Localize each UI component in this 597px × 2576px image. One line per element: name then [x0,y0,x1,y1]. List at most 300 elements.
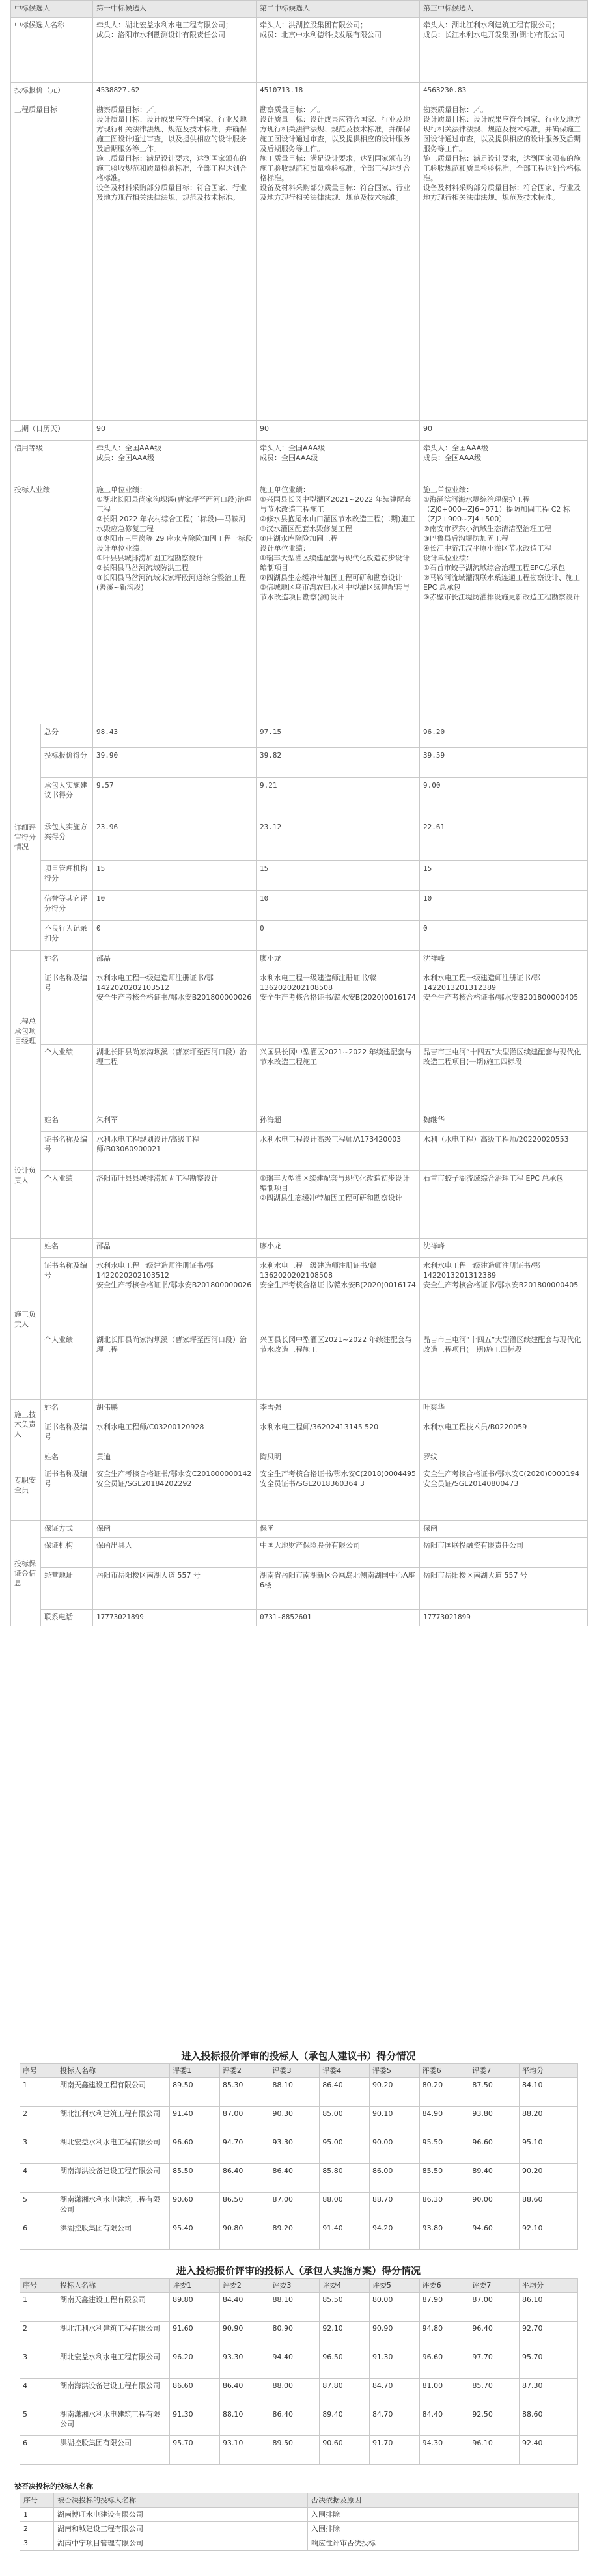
designer-perf-3: 石首市蛟子湖流域综合治理工程 EPC 总承包 [420,1171,588,1239]
col-header: 评委2 [219,2064,270,2078]
cell: 86.60 [170,2379,220,2407]
cell: 6 [20,2436,57,2465]
score1-title: 进入投标报价评审的投标人（承包人建议书）得分情况 [181,2050,416,2062]
designer-cert-2: 水利水电工程设计高级工程师/A173420003 [257,1132,420,1171]
col-header: 序号 [20,2064,57,2078]
score-value: 23.12 [257,819,420,861]
safety-name-1: 黄迪 [93,1449,257,1466]
cell: 84.70 [369,2407,419,2436]
safety-cert-2: 安全生产考核合格证书/鄂水安C(2018)0004495 安全员证书/SGL2018360364 3 [257,1466,420,1521]
period-2: 90 [257,421,420,441]
tech-name-3: 叶爽华 [420,1400,588,1419]
cell: 85.30 [219,2078,270,2107]
tech-cert-label: 证书名称及编号 [41,1419,93,1449]
construct-perf-1: 湖北长阳县尚家沟坝溪（曹家坪至西河口段）治理工程 [93,1332,257,1400]
construct-name-1: 邵晶 [93,1239,257,1258]
cell: 96.10 [469,2436,520,2465]
cell: 湖南天鑫建设工程有限公司 [57,2293,169,2322]
score-value: 97.15 [257,724,420,748]
cell: 84.40 [419,2407,469,2436]
safety-group-label: 专职安全员 [11,1449,41,1521]
cell: 90.20 [369,2078,419,2107]
header-third: 第三中标候选人 [420,1,588,18]
designer-perf-2: ①瑞丰大型灌区续建配套与现代化改造初步设计编制项目 ②四湖县生态缓冲带加固工程可研和勘察设计 [257,1171,420,1239]
cell: 湖南和城建设工程有限公司 [54,2522,308,2536]
cell: 92.40 [520,2436,578,2465]
candidate-name-1: 牵头人：湖北宏益水利水电工程有限公司； 成员：洛阳市水利勘测设计有限责任公司 [93,18,257,83]
cell: 89.50 [270,2436,320,2465]
cell: 91.40 [320,2221,370,2250]
cell: 93.80 [469,2107,520,2135]
cell: 湖南博旺水电建设有限公司 [54,2508,308,2522]
cell: 89.40 [469,2164,520,2193]
bond-type-3: 保函 [420,1521,588,1538]
cell: 湖北宏益水利水电工程有限公司 [57,2350,169,2379]
cell: 91.70 [369,2436,419,2465]
cell: 86.30 [419,2193,469,2221]
cell: 87.00 [270,2193,320,2221]
score1-table [20,2063,578,2250]
table-row [20,2508,579,2522]
cell: 湖北宏益水利水电工程有限公司 [57,2135,169,2164]
designer-perf-1: 洛阳市叶县县城排涝加固工程勘察设计 [93,1171,257,1239]
cell: 85.00 [320,2107,370,2135]
score2-title: 进入投标报价评审的投标人（承包人实施方案）得分情况 [176,2265,421,2277]
col-header: 评委3 [270,2064,320,2078]
table-row [20,2078,578,2107]
col-header: 评委2 [219,2279,270,2293]
score-value: 9.57 [93,778,257,819]
cell: 88.00 [270,2379,320,2407]
score-value: 22.61 [420,819,588,861]
designer-name-3: 魏继华 [420,1112,588,1132]
perf-3: 施工单位业绩： ①海涌滨河海水堤综治理保护工程（ZJ0+000~ZJ6+071）提防加固工程 C2 标（ZJ2+900~ZJ4+500） ②南安市罗东小流域生态清洁型治理工程 ③巴鲁县后沟堤防加固工程 ④长江中游江汉平原小灌区节水改造工程 设计单位业绩： ①石首市蛟子湖流域综合治理工程EPC总承包 ②马鞍河流域灌溉联水系连通工程勘察设计、施工 EPC 总承包 ③赤壁市长江堤防灌排设施更新改造工程勘察设计 [420,482,588,724]
cell: 90.00 [469,2193,520,2221]
cell: 90.60 [170,2193,220,2221]
table-row [20,2164,578,2193]
score-value: 23.96 [93,819,257,861]
score-value: 9.00 [420,778,588,819]
cell: 85.50 [419,2164,469,2193]
col-header: 平均分 [520,2064,578,2078]
construct-perf-3: 晶吉市三屯河“十四五”大型灌区续建配套与现代化改造工程项目(一期)施工四标段 [420,1332,588,1400]
header-label: 中标候选人 [11,1,93,18]
col-header: 平均分 [520,2279,578,2293]
cell: 96.20 [170,2350,220,2379]
table-row [20,2221,578,2250]
pm-name-1: 邵晶 [93,951,257,970]
cell: 90.80 [219,2221,270,2250]
cell: 2 [20,2107,57,2135]
table-row [20,2436,578,2465]
cell: 84.70 [369,2379,419,2407]
cell: 88.70 [369,2193,419,2221]
period-3: 90 [420,421,588,441]
cell: 80.00 [369,2293,419,2322]
perf-label: 投标人业绩 [11,482,93,724]
cell: 90.00 [369,2135,419,2164]
score-value: 15 [420,861,588,891]
col-header: 评委1 [170,2064,220,2078]
tech-name-1: 胡伟鹏 [93,1400,257,1419]
cell: 入围排除 [308,2508,579,2522]
bond-org-3: 岳阳市国联投融资有限责任公司 [420,1538,588,1568]
cell: 93.30 [270,2135,320,2164]
designer-cert-1: 水利水电工程规划设计/高级工程师/B03060900021 [93,1132,257,1171]
designer-cert-label: 证书名称及编号 [41,1132,93,1171]
score-label: 总分 [41,724,93,748]
price-3: 4563230.83 [420,83,588,102]
credit-1: 牵头人：全国AAA级 成员：全国AAA级 [93,441,257,482]
score-label: 信誉等其它评分得分 [41,891,93,921]
credit-2: 牵头人：全国AAA级 成员：全国AAA级 [257,441,420,482]
quality-1: 勘察质量目标：／。 设计质量目标：设计成果应符合国家、行业及地方现行相关法律法规、规范及技术标准，并确保施工图设计通过审查，以及提供相应的设计服务及后期服务等工作。 施工质量目标：满足设计要求，达到国家颁布的施工验收规范和质量检验标准，全部工程达到合格标准。 设备及材料采购部分质量目标：符合国家、行业及地方现行相关法律法规、规范及技术标准。 [93,102,257,421]
pm-group-label: 工程总承包项目经理 [11,951,41,1112]
cell: 87.30 [520,2379,578,2407]
cell: 85.70 [469,2379,520,2407]
safety-name-2: 陶凤明 [257,1449,420,1466]
cell: 87.80 [320,2379,370,2407]
cell: 91.30 [369,2350,419,2379]
designer-name-1: 朱利军 [93,1112,257,1132]
cell: 85.50 [170,2164,220,2193]
bond-type-2: 保函 [257,1521,420,1538]
score-value: 15 [93,861,257,891]
cell: 81.00 [419,2379,469,2407]
pm-cert-1: 水利水电工程一级建造师注册证书/鄂1422020202103512 安全生产考核合格证书/鄂水安B201800000026 [93,970,257,1045]
period-label: 工期（日历天） [11,421,93,441]
score-value: 0 [257,921,420,951]
safety-cert-3: 安全生产考核合格证书/鄂水安C(2020)0000194 安全员证/SGL20140800473 [420,1466,588,1521]
rejected-title: 被否决投标的投标人名称 [14,2482,93,2491]
score-label: 项目管理机构得分 [41,861,93,891]
cell: 92.70 [520,2322,578,2350]
cell: 87.00 [469,2293,520,2322]
table-row [20,2293,578,2322]
tech-cert-2: 水利水电工程师/36202413145 520 [257,1419,420,1449]
bond-addr-label: 经营地址 [41,1568,93,1610]
cell: 88.60 [520,2193,578,2221]
table-row [20,2135,578,2164]
score-value: 10 [420,891,588,921]
cell: 92.10 [520,2221,578,2250]
tech-name-label: 姓名 [41,1400,93,1419]
cell: 86.40 [219,2379,270,2407]
table-row [20,2322,578,2350]
construct-name-2: 廖小龙 [257,1239,420,1258]
price-1: 4538827.62 [93,83,257,102]
cell: 3 [20,2135,57,2164]
score-value: 39.82 [257,748,420,778]
construct-name-label: 姓名 [41,1239,93,1258]
table-row [20,2350,578,2379]
construct-perf-2: 兴国县长冈中型灌区2021~2022 年续建配套与节水改造工程施工 [257,1332,420,1400]
bond-type-label: 保证方式 [41,1521,93,1538]
perf-2: 施工单位业绩： ①兴国县长冈中型灌区2021~2022 年续建配套与节水改造工程施工 ②修水县抱尾水山口灌区节水改造工程(二期)施工 ③汉水灌区配套水毁修复工程 ④庄湖水库除险加固工程 设计单位业绩： ①瑞丰大型灌区续建配套与现代化改造初步设计编制项目 ②四湖县生态缓冲带加固工程可研和勘察设计 ③信城地区乌市湾农田水利中型灌区续建配套与节水改造项目勘察(测)设计 [257,482,420,724]
bond-type-1: 保函 [93,1521,257,1538]
table-row [20,2522,579,2536]
col-header: 评委3 [270,2279,320,2293]
cell: 95.40 [170,2221,220,2250]
cell: 88.10 [270,2293,320,2322]
cell: 入围排除 [308,2522,579,2536]
col-header: 评委7 [469,2064,520,2078]
pm-perf-1: 湖北长阳县尚家沟坝溪（曹家坪至西河口段）治理工程 [93,1045,257,1112]
cell: 84.40 [219,2293,270,2322]
cell: 3 [20,2350,57,2379]
perf-1: 施工单位业绩： ①湖北长阳县尚家沟坝溪(曹家坪至西河口段)治理工程 ②长阳 2022 年农村综合工程(二标段)—马鞍河水毁应急修复工程 ③枣阳市三里岗等 29 座水库除险加固工程一标段 设计单位业绩： ①叶县县城排涝加固工程勘察设计 ②长阳县马岔河流域防洪工程 ③长阳县马岔河流域宋家坪段河道综合整治工程(善溪~新沟段) [93,482,257,724]
cell: 92.50 [469,2407,520,2436]
bond-group-label: 投标保证金信息 [11,1521,41,1626]
construct-cert-3: 水利水电工程一级建造师注册证书/鄂1422013201312389 安全生产考核合格证书/鄂水安B201800000405 [420,1258,588,1332]
bond-tel-2: 0731-8852601 [257,1610,420,1626]
cell: 4 [20,2164,57,2193]
cell: 91.30 [170,2407,220,2436]
cell: 96.60 [469,2135,520,2164]
table-row [20,2193,578,2221]
pm-name-3: 沈祥峰 [420,951,588,970]
score2-table [20,2278,578,2465]
cell: 86.40 [270,2164,320,2193]
cell: 湖南海洪设备建设工程有限公司 [57,2164,169,2193]
col-header: 评委6 [419,2064,469,2078]
header-first: 第一中标候选人 [93,1,257,18]
pm-cert-3: 水利水电工程一级建造师注册证书/鄂1422013201312389 安全生产考核合格证书/鄂水安B201800000405 [420,970,588,1045]
construct-name-3: 沈祥峰 [420,1239,588,1258]
cell: 86.10 [520,2293,578,2322]
construct-cert-1: 水利水电工程一级建造师注册证书/鄂1422020202103512 安全生产考核合格证书/鄂水安B201800000026 [93,1258,257,1332]
col-header: 序号 [20,2493,54,2508]
cell: 91.40 [170,2107,220,2135]
cell: 86.40 [219,2164,270,2193]
score-value: 98.43 [93,724,257,748]
credit-3: 牵头人：全国AAA级 成员：全国AAA级 [420,441,588,482]
rejected-table [20,2493,579,2551]
score-value: 96.20 [420,724,588,748]
price-2: 4510713.18 [257,83,420,102]
col-header: 评委5 [369,2279,419,2293]
cell: 85.50 [320,2293,370,2322]
cell: 86.50 [219,2193,270,2221]
score-value: 9.21 [257,778,420,819]
cell: 86.00 [369,2164,419,2193]
cell: 湖北江利水利建筑工程有限公司 [57,2322,169,2350]
candidate-name-2: 牵头人：洪湖控股集团有限公司； 成员：北京中水利德科技发展有限公司 [257,18,420,83]
pm-perf-3: 晶吉市三屯河“十四五”大型灌区续建配套与现代化改造工程项目(一期)施工四标段 [420,1045,588,1112]
bond-tel-1: 17773021899 [93,1610,257,1626]
bond-addr-3: 岳阳市岳阳楼区南湖大道 557 号 [420,1568,588,1610]
cell: 90.90 [369,2322,419,2350]
tech-group-label: 施工技术负责人 [11,1400,41,1449]
col-header: 评委6 [419,2279,469,2293]
cell: 86.40 [320,2078,370,2107]
cell: 湖南潇湘水利水电建筑工程有限公司 [57,2407,169,2436]
cell: 89.20 [270,2221,320,2250]
table-row [20,2407,578,2436]
score-value: 10 [257,891,420,921]
designer-name-2: 孙海超 [257,1112,420,1132]
pm-name-label: 姓名 [41,951,93,970]
cell: 湖北江利水利建筑工程有限公司 [57,2107,169,2135]
col-header: 否决依据及原因 [308,2493,579,2508]
cell: 1 [20,2508,54,2522]
cell: 93.80 [419,2221,469,2250]
cell: 95.10 [520,2135,578,2164]
safety-name-label: 姓名 [41,1449,93,1466]
designer-cert-3: 水利（水电工程）高级工程师/20220020553 [420,1132,588,1171]
cell: 1 [20,2293,57,2322]
construct-perf-label: 个人业绩 [41,1332,93,1400]
credit-label: 信用等级 [11,441,93,482]
cell: 响应性评审否决投标 [308,2536,579,2551]
quality-label: 工程质量目标 [11,102,93,421]
safety-name-3: 罗纹 [420,1449,588,1466]
cell: 95.70 [520,2350,578,2379]
bond-org-label: 保证机构 [41,1538,93,1568]
cell: 94.20 [369,2221,419,2250]
cell: 87.50 [469,2078,520,2107]
bond-tel-label: 联系电话 [41,1610,93,1626]
cell: 湖南海洪设备建设工程有限公司 [57,2379,169,2407]
candidate-name-3: 牵头人：湖北江利水利建筑工程有限公司； 成员：长江水利水电开发集团(湖北)有限公司 [420,18,588,83]
col-header: 评委1 [170,2279,220,2293]
cell: 2 [20,2322,57,2350]
cell: 2 [20,2522,54,2536]
safety-cert-1: 安全生产考核合格证书/鄂水安C201800000142 安全员证/SGL20184202292 [93,1466,257,1521]
cell: 87.90 [419,2293,469,2322]
cell: 95.50 [419,2135,469,2164]
bond-addr-2: 湖南省岳阳市南湖新区金凰岛北侧南湖国中心A座6楼 [257,1568,420,1610]
cell: 4 [20,2379,57,2407]
tech-name-2: 李雪强 [257,1400,420,1419]
quality-2: 勘察质量目标：／。 设计质量目标：设计成果应符合国家、行业及地方现行相关法律法规、规范及技术标准，并确保施工图设计通过审查，以及提供相应的设计服务及后期服务等工作。 施工质量目标：满足设计要求，达到国家颁布的施工验收规范和质量检验标准，全部工程达到合格标准。 设备及材料采购部分质量目标：符合国家、行业及地方现行相关法律法规、规范及技术标准。 [257,102,420,421]
col-header: 评委4 [320,2064,370,2078]
cell: 89.50 [170,2078,220,2107]
bond-org-2: 中国大地财产保险股份有限公司 [257,1538,420,1568]
cell: 90.10 [369,2107,419,2135]
cell: 84.90 [419,2107,469,2135]
tech-cert-3: 水利水电工程技术员/B0220059 [420,1419,588,1449]
score-value: 10 [93,891,257,921]
cell: 90.30 [270,2107,320,2135]
table-row [20,2107,578,2135]
cell: 95.00 [320,2135,370,2164]
col-header: 评委5 [369,2064,419,2078]
score-value: 0 [93,921,257,951]
cell: 94.70 [219,2135,270,2164]
table-row [20,2379,578,2407]
header-second: 第二中标候选人 [257,1,420,18]
construct-group-label: 施工负责人 [11,1239,41,1400]
col-header: 序号 [20,2279,57,2293]
quality-3: 勘察质量目标：／。 设计质量目标：设计成果应符合国家、行业及地方现行相关法律法规、规范及技术标准，并确保施工图设计通过审查，以及提供相应的设计服务及后期服务等工作。 施工质量目标：满足设计要求，达到国家颁布的施工验收规范和质量检验标准，全部工程达到合格标准。 设备及材料采购部分质量目标：符合国家、行业及地方现行相关法律法规、规范及技术标准。 [420,102,588,421]
col-header: 评委4 [320,2279,370,2293]
score-label: 承包人实施建议书得分 [41,778,93,819]
score-value: 39.90 [93,748,257,778]
pm-cert-label: 证书名称及编号 [41,970,93,1045]
cell: 96.60 [170,2135,220,2164]
cell: 91.60 [170,2322,220,2350]
cell: 湖南中宁项目管理有限公司 [54,2536,308,2551]
cell: 90.60 [320,2436,370,2465]
cell: 93.30 [219,2350,270,2379]
cell: 97.70 [469,2350,520,2379]
cell: 96.60 [419,2350,469,2379]
cell: 94.40 [270,2350,320,2379]
designer-perf-label: 个人业绩 [41,1171,93,1239]
cell: 86.40 [270,2407,320,2436]
construct-cert-2: 水利水电工程一级建造师注册证书/赣1362020202108508 安全生产考核合格证书/赣水安B(2020)0016174 [257,1258,420,1332]
table-row [20,2536,579,2551]
score-label: 不良行为记录扣分 [41,921,93,951]
cell: 5 [20,2407,57,2436]
period-1: 90 [93,421,257,441]
cell: 87.00 [219,2107,270,2135]
score-value: 39.59 [420,748,588,778]
score-value: 15 [257,861,420,891]
col-header: 投标人名称 [57,2064,169,2078]
col-header: 评委7 [469,2279,520,2293]
pm-cert-2: 水利水电工程一级建造师注册证书/赣1362020202108508 安全生产考核合格证书/赣水安B(2020)0016174 [257,970,420,1045]
cell: 88.00 [320,2193,370,2221]
bond-org-1: 保函出具人 [93,1538,257,1568]
cell: 96.40 [469,2322,520,2350]
price-label: 投标报价（元） [11,83,93,102]
tech-cert-1: 水利水电工程师/C03200120928 [93,1419,257,1449]
candidate-table [10,0,588,1626]
cell: 89.40 [320,2407,370,2436]
cell: 94.60 [469,2221,520,2250]
cell: 88.20 [520,2107,578,2135]
safety-cert-label: 证书名称及编号 [41,1466,93,1521]
score-label: 投标报价得分 [41,748,93,778]
cell: 洪湖控股集团有限公司 [57,2436,169,2465]
cell: 88.10 [219,2407,270,2436]
cell: 93.10 [219,2436,270,2465]
cell: 94.80 [419,2322,469,2350]
cell: 洪湖控股集团有限公司 [57,2221,169,2250]
designer-name-label: 姓名 [41,1112,93,1132]
cell: 5 [20,2193,57,2221]
cell: 84.10 [520,2078,578,2107]
cell: 88.60 [520,2407,578,2436]
designer-group-label: 设计负责人 [11,1112,41,1239]
cell: 90.90 [219,2322,270,2350]
col-header: 被否决投标的投标人名称 [54,2493,308,2508]
construct-cert-label: 证书名称及编号 [41,1258,93,1332]
pm-perf-2: 兴国县长冈中型灌区2021~2022 年续建配套与节水改造工程施工 [257,1045,420,1112]
bond-tel-3: 17773021899 [420,1610,588,1626]
cell: 3 [20,2536,54,2551]
name-label: 中标候选人名称 [11,18,93,83]
cell: 湖南潇湘水利水电建筑工程有限公司 [57,2193,169,2221]
score-label: 承包人实施方案得分 [41,819,93,861]
score-value: 0 [420,921,588,951]
cell: 88.10 [270,2078,320,2107]
cell: 80.90 [270,2322,320,2350]
cell: 89.80 [170,2293,220,2322]
bond-addr-1: 岳阳市岳阳楼区南湖大道 557 号 [93,1568,257,1610]
cell: 90.20 [520,2164,578,2193]
col-header: 投标人名称 [57,2279,169,2293]
cell: 1 [20,2078,57,2107]
pm-perf-label: 个人业绩 [41,1045,93,1112]
cell: 94.30 [419,2436,469,2465]
cell: 92.10 [320,2322,370,2350]
cell: 95.70 [170,2436,220,2465]
cell: 96.50 [320,2350,370,2379]
cell: 湖南天鑫建设工程有限公司 [57,2078,169,2107]
